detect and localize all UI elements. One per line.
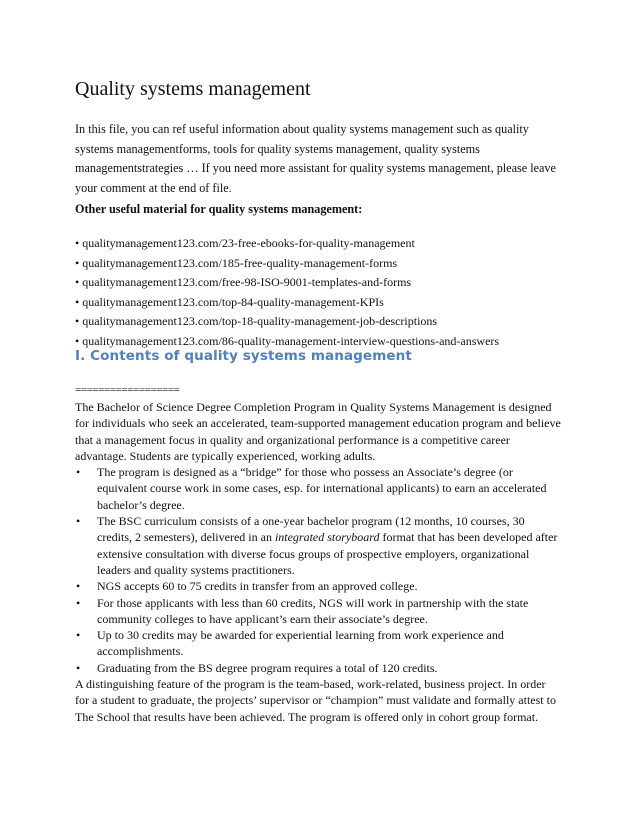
bullet-text: The BSC curriculum consists of a one-year bachelor program (12 months, 10 courses, 30 credits, 2 semesters), delivered in an xyxy=(97,514,525,545)
useful-links-list xyxy=(75,234,499,352)
page-title: Quality systems management xyxy=(75,78,311,100)
list-item xyxy=(75,627,561,660)
bullet-text: NGS accepts 60 to 75 credits in transfer from an approved college. xyxy=(97,579,418,594)
list-item xyxy=(75,578,561,594)
bullet-text: Graduating from the BS degree program requires a total of 120 credits. xyxy=(97,660,438,675)
list-item xyxy=(75,660,561,676)
link-job-descriptions[interactable]: • qualitymanagement123.com/top-18-quality-management-job-descriptions xyxy=(75,314,438,329)
program-bullet-list xyxy=(75,464,561,676)
bullet-icon: • xyxy=(76,579,81,594)
section-body xyxy=(75,399,561,725)
separator-rule: ================== xyxy=(75,384,180,396)
bullet-italic-text: integrated storyboard xyxy=(274,530,380,545)
bullet-text: Up to 30 credits may be awarded for experiential learning from work experience and accomplishments. xyxy=(97,628,504,659)
link-forms[interactable]: • qualitymanagement123.com/185-free-quality-management-forms xyxy=(75,255,398,270)
bullet-text: format that has been developed after extensive consultation with diverse focus groups of prospective employers, organizational leaders and quality systems practitioners. xyxy=(97,530,558,577)
list-item xyxy=(75,513,561,578)
intro-paragraph: In this file, you can ref useful information about quality systems management such as quality systems managementforms, tools for quality systems management, quality systems managementstrategies … If you need more assistant for quality systems management, please leave your comment at the end of file. xyxy=(75,122,556,195)
section-heading: I. Contents of quality systems management xyxy=(75,348,412,364)
bullet-icon: • xyxy=(76,514,81,529)
list-item xyxy=(75,464,561,513)
link-interview-questions[interactable]: • qualitymanagement123.com/86-quality-management-interview-questions-and-answers xyxy=(75,333,500,348)
other-material-heading: Other useful material for quality systems management: xyxy=(75,202,363,216)
bullet-icon: • xyxy=(76,660,81,675)
list-item xyxy=(75,595,561,628)
bullet-text: For those applicants with less than 60 credits, NGS will work in partnership with the state community colleges to have applicant’s earn their associate’s degree. xyxy=(97,595,529,626)
link-kpis[interactable]: • qualitymanagement123.com/top-84-quality-management-KPIs xyxy=(75,294,384,309)
link-ebooks[interactable]: • qualitymanagement123.com/23-free-ebooks-for-quality-management xyxy=(75,236,415,250)
intro-program-paragraph: The Bachelor of Science Degree Completion Program in Quality Systems Management is designed for individuals who seek an accelerated, team-supported management education program and believe that a management focus in quality and organizational performance is a competitive career advantage. Students are typically experienced, working adults. xyxy=(75,400,561,463)
bullet-icon: • xyxy=(76,595,81,610)
bullet-icon: • xyxy=(76,465,81,480)
bullet-icon: • xyxy=(76,628,81,643)
link-iso-templates[interactable]: • qualitymanagement123.com/free-98-ISO-9001-templates-and-forms xyxy=(75,275,412,290)
distinguishing-feature-paragraph: A distinguishing feature of the program is the team-based, work-related, business project. In order for a student to graduate, the projects’ supervisor or “champion” must validate and formally attest to The School that results have been achieved. The program is offered only in cohort group format. xyxy=(75,677,556,724)
bullet-text: The program is designed as a “bridge” for those who possess an Associate’s degree (or equivalent course work in some cases, esp. for international applicants) to earn an accelerated bachelor’s degree. xyxy=(97,465,547,512)
